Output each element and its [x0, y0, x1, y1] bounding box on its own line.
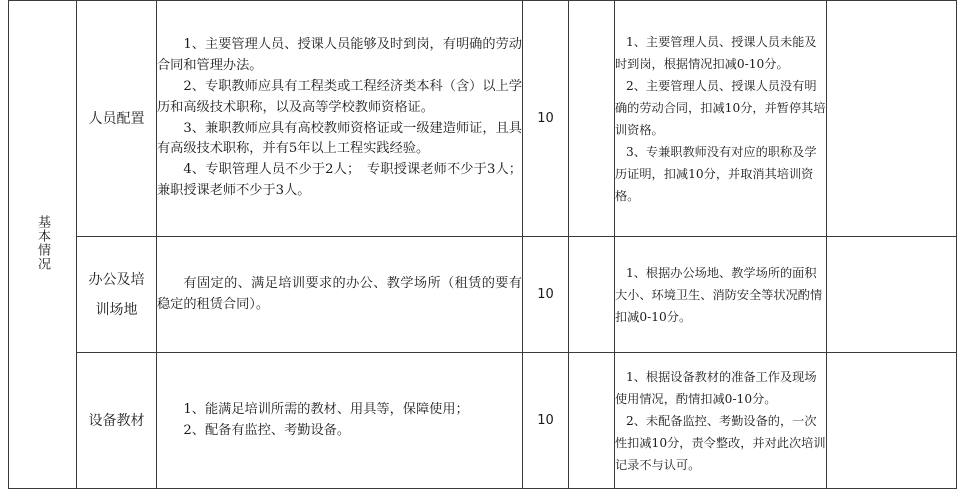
- rule-text: 2、主要管理人员、授课人员没有明确的劳动合同，扣减10分，并暂停其培训资格。: [615, 78, 826, 137]
- item-label-equipment: 设备教材: [88, 412, 145, 429]
- item-label-venue-line2: 训场地: [95, 301, 138, 318]
- blank-cell: [569, 353, 615, 489]
- blank-cell: [569, 237, 615, 353]
- item-label-staffing: 人员配置: [88, 110, 145, 127]
- category-cell: [9, 1, 77, 489]
- requirements-cell-staffing: [157, 1, 523, 237]
- row-venue: [9, 237, 957, 353]
- score-cell-equipment: [523, 353, 569, 489]
- score-cell-staffing: [523, 1, 569, 237]
- item-cell-staffing: [77, 1, 157, 237]
- evaluation-table: [8, 0, 957, 489]
- rule-text: 2、未配备监控、考勤设备的，一次性扣减10分，责令整改，并对此次培训记录不与认可。: [615, 413, 826, 472]
- row-equipment: [9, 353, 957, 489]
- row-staffing: [9, 1, 957, 237]
- requirements-cell-equipment: [157, 353, 523, 489]
- requirement-text: 4、专职管理人员不少于2人； 专职授课老师不少于3人；兼职授课老师不少于3人。: [157, 162, 522, 198]
- rules-cell-equipment: [615, 353, 827, 489]
- rules-cell-staffing: [615, 1, 827, 237]
- score-cell-venue: [523, 237, 569, 353]
- score-value: 10: [537, 413, 554, 428]
- score-value: 10: [537, 111, 554, 126]
- rule-text: 1、根据设备教材的准备工作及现场使用情况，酌情扣减0-10分。: [615, 369, 817, 406]
- score-value: 10: [537, 287, 554, 302]
- requirement-text: 1、主要管理人员、授课人员能够及时到岗，有明确的劳动合同和管理办法。: [157, 37, 522, 74]
- requirements-cell-venue: [157, 237, 523, 353]
- empty-cell: [827, 353, 957, 489]
- item-cell-equipment: [77, 353, 157, 489]
- rules-cell-venue: [615, 237, 827, 353]
- requirement-text: 有固定的、满足培训要求的办公、教学场所（租赁的要有稳定的租赁合同）。: [157, 275, 522, 312]
- requirement-text: 2、配备有监控、考勤设备。: [183, 422, 351, 438]
- empty-cell: [827, 1, 957, 237]
- category-label: 基本情况: [35, 214, 50, 271]
- empty-cell: [827, 237, 957, 353]
- blank-cell: [569, 1, 615, 237]
- rule-text: 1、主要管理人员、授课人员未能及时到岗，根据情况扣减0-10分。: [615, 34, 817, 71]
- item-cell-venue: [77, 237, 157, 353]
- rule-text: 1、根据办公场地、教学场所的面积大小、环境卫生、消防安全等状况酌情扣减0-10分。: [615, 265, 823, 324]
- requirement-text: 2、专职教师应具有工程类或工程经济类本科（含）以上学历和高级技术职称，以及高等学校教师资格证。: [157, 78, 522, 115]
- requirement-text: 3、兼职教师应具有高校教师资格证或一级建造师证，且具有高级技术职称，并有5年以上工程实践经验。: [157, 120, 522, 157]
- requirement-text: 1、能满足培训所需的教材、用具等，保障使用；: [183, 401, 469, 417]
- item-label-venue-line1: 办公及培: [88, 271, 145, 288]
- rule-text: 3、专兼职教师没有对应的职称及学历证明，扣减10分，并取消其培训资格。: [615, 144, 817, 203]
